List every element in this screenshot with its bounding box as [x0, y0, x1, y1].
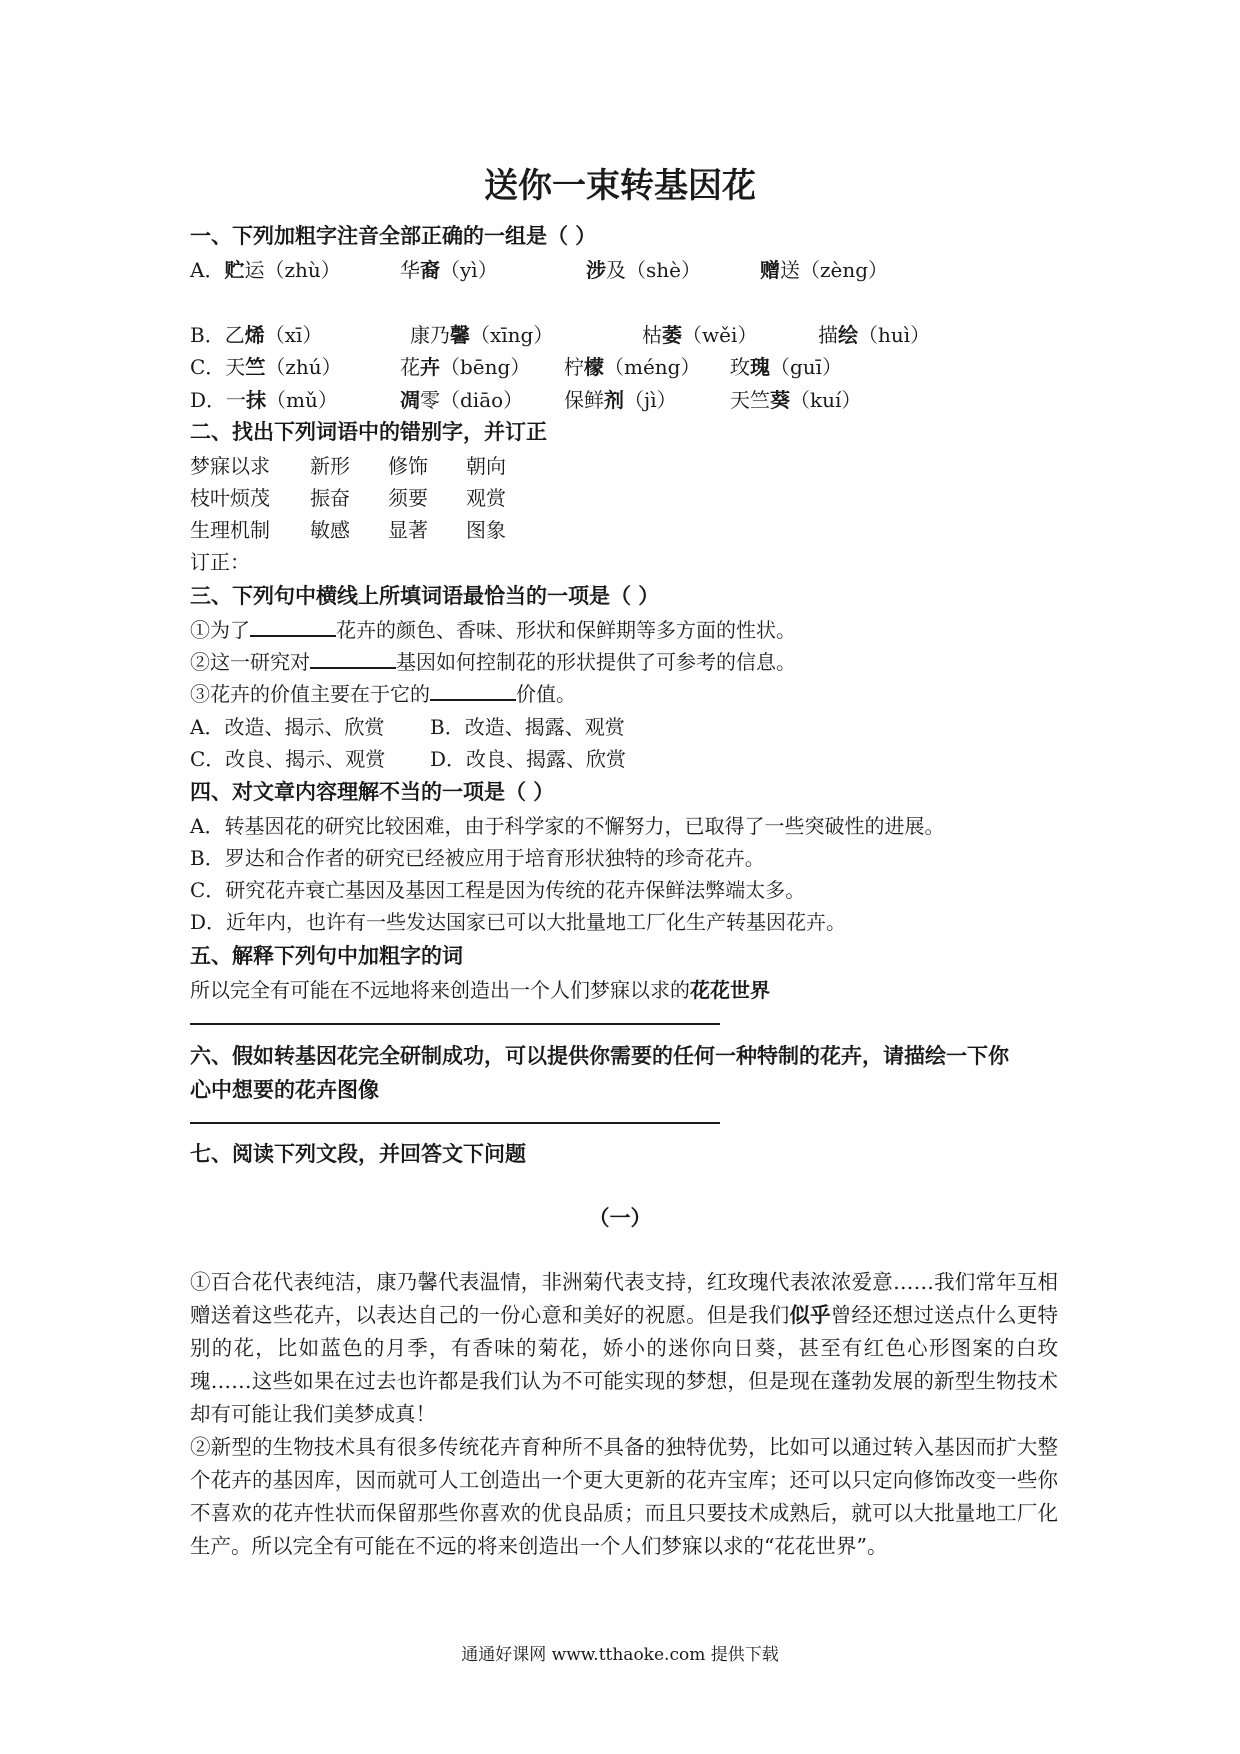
- q3-blank-3[interactable]: [430, 681, 516, 701]
- q3-sentence-2: ②这一研究对 基因如何控制花的形状提供了可参考的信息。: [190, 650, 796, 674]
- q2-word: 修饰: [388, 454, 428, 478]
- question-6-heading-line2: 心中想要的花卉图像: [190, 1078, 379, 1102]
- q1-option-a-word3: 涉及（shè）: [586, 258, 701, 282]
- question-3-heading: 三、下列句中横线上所填词语最恰当的一项是（ ）: [190, 584, 660, 608]
- reading-paragraph-1: ①百合花代表纯洁，康乃馨代表温情，非洲菊代表支持，红玫瑰代表浓浓爱意……我们常年互相赠送着这些花卉，以表达自己的一份心意和美好的祝愿。但是我们似乎曾经还想过送点什么更特别的花，比如蓝色的月季，有香味的菊花，娇小的迷你向日葵，甚至有红色心形图案的白玫瑰……这些如果在过去也许都是我们认为不可能实现的梦想，但是现在蓬勃发展的新型生物技术却有可能让我们美梦成真！: [190, 1270, 1059, 1426]
- q2-word: 朝向: [466, 454, 506, 478]
- q3-sentence-1: ①为了 花卉的颜色、香味、形状和保鲜期等多方面的性状。: [190, 618, 796, 642]
- q3-sentence-3: ③花卉的价值主要在于它的 价值。: [190, 682, 576, 706]
- q4-option-a: A．转基因花的研究比较困难，由于科学家的不懈努力，已取得了一些突破性的进展。: [190, 814, 945, 838]
- q4-option-d: D．近年内，也许有一些发达国家已可以大批量地工厂化生产转基因花卉。: [190, 910, 847, 934]
- q1-option-c-word4: 玫瑰（guī）: [730, 355, 843, 379]
- q3-option-b: B．改造、揭露、观赏: [430, 715, 625, 739]
- q1-option-a: A．贮运（zhù）: [190, 258, 341, 282]
- q1-option-c: C．天竺（zhú）: [190, 355, 342, 379]
- q4-option-c: C．研究花卉衰亡基因及基因工程是因为传统的花卉保鲜法弊端太多。: [190, 878, 806, 902]
- q2-word: 观赏: [466, 486, 506, 510]
- q1-option-d-word3: 保鲜剂（jì）: [564, 388, 677, 412]
- question-7-heading: 七、阅读下列文段，并回答文下问题: [190, 1142, 526, 1166]
- q2-word: 显著: [388, 518, 428, 542]
- q6-answer-line[interactable]: [190, 1122, 720, 1124]
- question-5-heading: 五、解释下列句中加粗字的词: [190, 944, 463, 968]
- page-title: 送你一束转基因花: [484, 166, 756, 206]
- q1-option-d: D．一抹（mǔ）: [190, 388, 338, 412]
- q5-answer-line[interactable]: [190, 1023, 720, 1025]
- q3-option-d: D．改良、揭露、欣赏: [430, 747, 627, 771]
- q1-option-b: B．乙烯（xī）: [190, 323, 323, 347]
- q1-option-a-word4: 赠送（zèng）: [760, 258, 889, 282]
- reading-paragraph-2: ②新型的生物技术具有很多传统花卉育种所不具备的独特优势，比如可以通过转入基因而扩大整个花卉的基因库，因而就可人工创造出一个更大更新的花卉宝库；还可以只定向修饰改变一些你不喜欢的花卉性状而保留那些你喜欢的优良品质；而且只要技术成熟后，就可以大批量地工厂化生产。所以完全有可能在不远的将来创造出一个人们梦寐以求的“花花世界”。: [190, 1435, 1058, 1558]
- q5-sentence: 所以完全有可能在不远地将来创造出一个人们梦寐以求的花花世界: [190, 978, 770, 1002]
- q2-word: 梦寐以求: [190, 454, 270, 478]
- q4-option-b: B．罗达和合作者的研究已经被应用于培育形状独特的珍奇花卉。: [190, 846, 765, 870]
- section-marker: （一）: [588, 1206, 652, 1230]
- q1-option-c-word2: 花卉（bēng）: [400, 355, 531, 379]
- q2-word: 生理机制: [190, 518, 270, 542]
- q1-option-a-word2: 华裔（yì）: [400, 258, 498, 282]
- q2-word: 须要: [388, 486, 428, 510]
- q1-option-d-word2: 凋零（diāo）: [400, 388, 524, 412]
- q1-option-c-word3: 柠檬（méng）: [564, 355, 701, 379]
- question-2-heading: 二、找出下列词语中的错别字，并订正: [190, 420, 547, 444]
- q2-word: 新形: [310, 454, 350, 478]
- question-4-heading: 四、对文章内容理解不当的一项是（ ）: [190, 780, 555, 804]
- q2-word: 枝叶烦茂: [190, 486, 270, 510]
- question-1-heading: 一、下列加粗字注音全部正确的一组是（ ）: [190, 224, 597, 248]
- q3-blank-1[interactable]: [250, 617, 336, 637]
- q3-blank-2[interactable]: [310, 649, 396, 669]
- q2-word: 图象: [466, 518, 506, 542]
- q2-word: 振奋: [310, 486, 350, 510]
- q2-correction-label: 订正：: [190, 550, 250, 574]
- q1-option-b-word4: 描绘（huì）: [818, 323, 931, 347]
- q1-option-d-word4: 天竺葵（kuí）: [730, 388, 862, 412]
- q3-option-c: C．改良、揭示、观赏: [190, 747, 386, 771]
- q1-option-b-word2: 康乃馨（xīng）: [410, 323, 554, 347]
- q2-word: 敏感: [310, 518, 350, 542]
- q3-option-a: A．改造、揭示、欣赏: [190, 715, 385, 739]
- q1-option-b-word3: 枯萎（wěi）: [642, 323, 758, 347]
- question-6-heading-line1: 六、假如转基因花完全研制成功，可以提供你需要的任何一种特制的花卉，请描绘一下你: [190, 1044, 1009, 1068]
- page-footer: 通通好课网 www.tthaoke.com 提供下载: [461, 1645, 779, 1665]
